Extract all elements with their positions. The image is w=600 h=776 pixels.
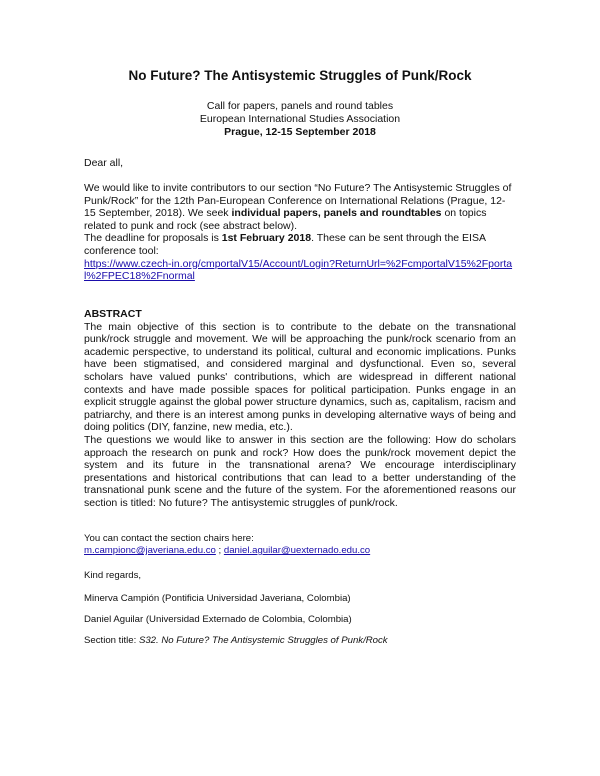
subtitle-line-2: European International Studies Association [199,113,401,125]
abstract-heading: ABSTRACT [84,308,142,320]
abstract-paragraph-2: The questions we would like to answer in this section are the following: How do scholars approach the research on punk and rock? How does the punk/rock movement depict the system and its future in the transnational arena? We encourage interdisciplinary presentations and historical contributions that can lead to a better understanding of the transnational punk scene and the future of the system. For the aforementioned reasons our section is titled: No future? The antisystemic struggles of punk/rock. [84,433,516,509]
section-title [84,635,516,647]
greeting-block [84,157,516,170]
deadline-paragraph [84,232,516,257]
subtitle-line-1: Call for papers, panels and round tables [206,100,394,112]
document-subtitle [0,100,600,139]
intro-block [84,182,516,283]
conference-link-paragraph [84,258,516,283]
contact-emails [84,545,516,557]
intro-paragraph [84,182,516,232]
signatory-aguilar: Daniel Aguilar (Universidad Externado de Colombia, Colombia) [84,614,352,625]
signatory-campion: Minerva Campión (Pontificia Universidad Javeriana, Colombia) [84,593,351,604]
conference-tool-link[interactable]: https://www.czech-in.org/cmportalV15/Account/Login?ReturnUrl=%2FcmportalV15%2Fportal%2FPEC18%2Fnormal [84,257,513,283]
contact-block [84,533,516,557]
deadline-post: . These can be sent through the EISA conference tool: [84,232,486,257]
signatory-2-block [84,614,516,626]
deadline-pre: The deadline for proposals is [84,232,222,245]
contact-line: You can contact the section chairs here: [84,533,254,544]
deadline-date: 1st February 2018 [221,232,312,245]
email-link-campion[interactable]: m.campionc@javeriana.edu.co [84,545,216,556]
intro-bold: individual papers, panels and roundtables [231,207,442,220]
intro-text-2: on topics related to punk and rock (see abstract below). [84,207,487,232]
document-title: No Future? The Antisystemic Struggles of Punk/Rock [128,68,472,83]
greeting: Dear all, [84,157,124,169]
email-separator: ; [215,545,224,556]
section-title-label: Section title: [84,635,139,646]
section-title-block [84,635,516,647]
abstract-paragraph-1: The main objective of this section is to contribute to the debate on the transnational punk/rock struggle and movement. We will be approaching the punk/rock scenario from an academic perspective, to understand its political, cultural and economic implications. Punks have been stigmatised, and considered marginal and dysfunctional. Even so, several scholars have valued punks' contributions, which are widespread in different national contexts and have made possible spaces for political participation. Punks engage in an explicit struggle against the global power structure dynamics, such as, capitalism, racism and patriarchy, and there is an interest among punks in developing alternative ways of being and doing politics (DIY, fanzine, new media, etc.). [84,320,516,434]
signatory-1-block [84,593,516,605]
subtitle-line-3: Prague, 12-15 September 2018 [224,126,376,138]
closing: Kind regards, [84,570,142,581]
intro-text-1: We would like to invite contributors to our section “No Future? The Antisystemic Struggles of Punk/Rock” for the 12th Pan-European Conference on International Relations (Prague, 12-15 September, 2018). We seek [84,182,512,220]
closing-block [84,570,516,582]
section-title-value: S32. No Future? The Antisystemic Struggles of Punk/Rock [138,635,388,646]
abstract-block [84,308,516,510]
email-link-aguilar[interactable]: daniel.aguilar@uexternado.edu.co [223,545,371,556]
